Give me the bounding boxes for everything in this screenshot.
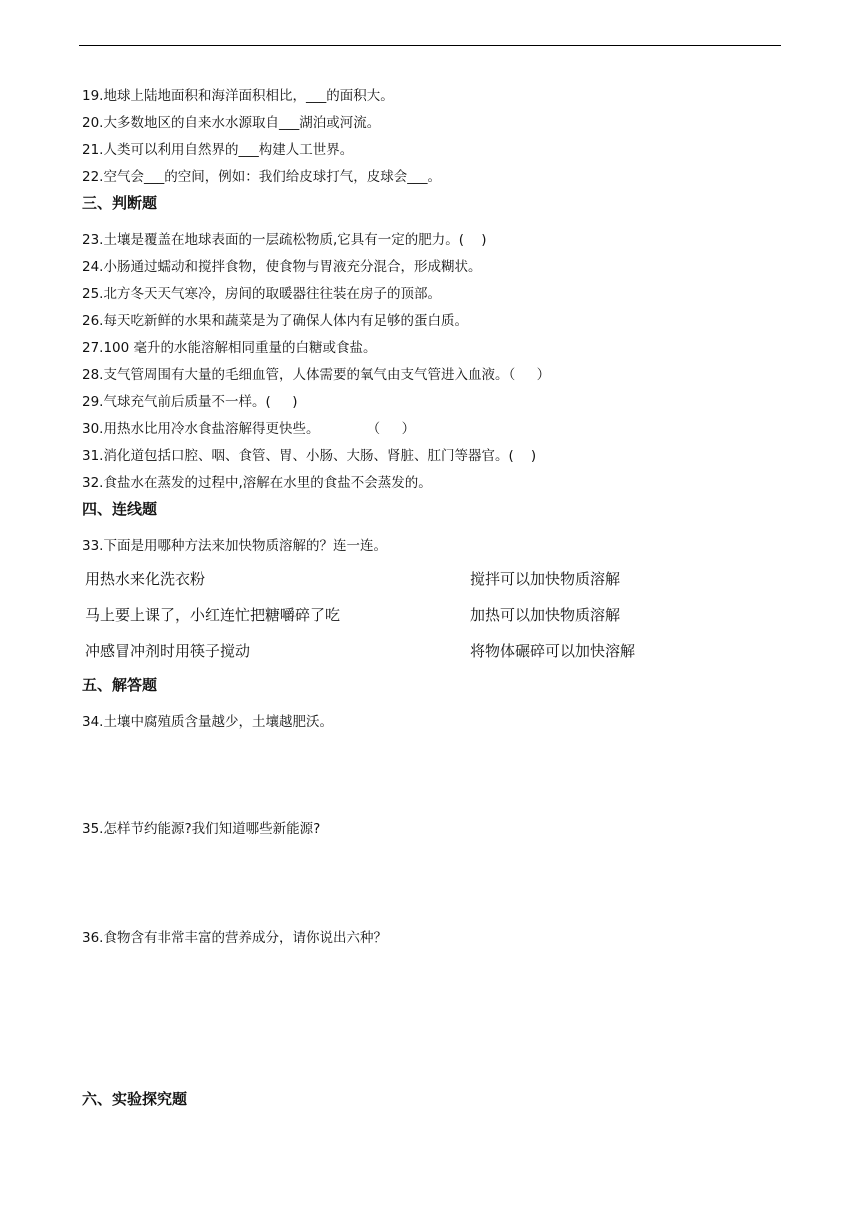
- match-left-item[interactable]: 用热水来化洗衣粉: [85, 570, 206, 588]
- question-36: 36.食物含有非常丰富的营养成分，请你说出六种？: [82, 930, 387, 946]
- question-28: 28.支气管周围有大量的毛细血管，人体需要的氧气由支气管进入血液。（ ）: [82, 367, 551, 383]
- section-title-judgement: 三、判断题: [82, 194, 158, 212]
- match-right-item[interactable]: 搅拌可以加快物质溶解: [470, 570, 621, 588]
- question-31: 31.消化道包括口腔、咽、食管、胃、小肠、大肠、肾脏、肛门等器官。( ): [82, 448, 537, 464]
- question-25: 25.北方冬天天气寒冷，房间的取暖器往往装在房子的顶部。: [82, 286, 441, 302]
- question-19: 19.地球上陆地面积和海洋面积相比，___的面积大。: [82, 88, 394, 104]
- question-30: 30.用热水比用冷水食盐溶解得更快些。 （ ）: [82, 421, 416, 437]
- question-22: 22.空气会___的空间，例如：我们给皮球打气，皮球会___。: [82, 169, 441, 185]
- question-20: 20.大多数地区的自来水水源取自___湖泊或河流。: [82, 115, 381, 131]
- question-32: 32.食盐水在蒸发的过程中,溶解在水里的食盐不会蒸发的。: [82, 475, 432, 491]
- question-33: 33.下面是用哪种方法来加快物质溶解的？连一连。: [82, 538, 387, 554]
- question-24: 24.小肠通过蠕动和搅拌食物，使食物与胃液充分混合，形成糊状。: [82, 259, 482, 275]
- match-left-item[interactable]: 马上要上课了，小红连忙把糖嚼碎了吃: [85, 606, 341, 624]
- match-left-item[interactable]: 冲感冒冲剂时用筷子搅动: [85, 642, 251, 660]
- section-title-answer: 五、解答题: [82, 676, 158, 694]
- question-23: 23.土壤是覆盖在地球表面的一层疏松物质,它具有一定的肥力。( ): [82, 232, 487, 248]
- section-title-matching: 四、连线题: [82, 500, 158, 518]
- question-35: 35.怎样节约能源?我们知道哪些新能源?: [82, 821, 321, 837]
- section-title-experiment: 六、实验探究题: [82, 1090, 188, 1108]
- question-34: 34.土壤中腐殖质含量越少，土壤越肥沃。: [82, 714, 333, 730]
- match-right-item[interactable]: 将物体碾碎可以加快溶解: [470, 642, 636, 660]
- question-27: 27.100 毫升的水能溶解相同重量的白糖或食盐。: [82, 340, 377, 356]
- match-right-item[interactable]: 加热可以加快物质溶解: [470, 606, 621, 624]
- header-rule: [79, 45, 781, 46]
- question-29: 29.气球充气前后质量不一样。( ): [82, 394, 298, 410]
- question-26: 26.每天吃新鲜的水果和蔬菜是为了确保人体内有足够的蛋白质。: [82, 313, 468, 329]
- question-21: 21.人类可以利用自然界的___构建人工世界。: [82, 142, 354, 158]
